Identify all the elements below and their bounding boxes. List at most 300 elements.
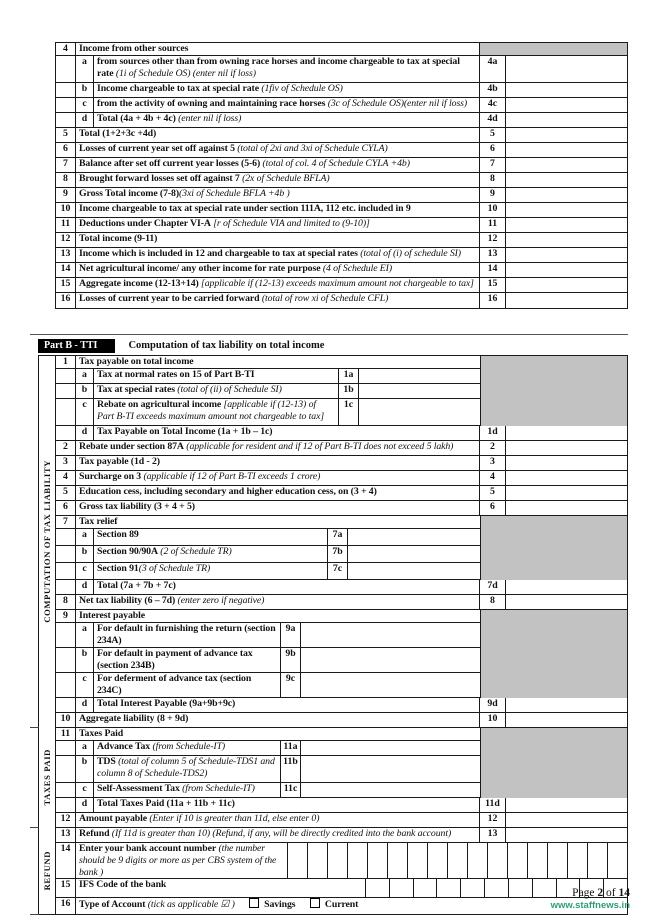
group-interest-payable <box>56 610 627 698</box>
digit-box[interactable] <box>487 843 507 879</box>
group-taxes-paid <box>56 728 627 798</box>
amount-field[interactable] <box>301 741 480 755</box>
row-description: Net agricultural income/ any other income for rate purpose (4 of Schedule EI) <box>76 263 480 277</box>
row-code: 1d <box>480 426 506 440</box>
row-code: 11b <box>281 756 301 782</box>
digit-box[interactable] <box>507 843 527 879</box>
amount-field[interactable] <box>506 233 627 247</box>
row-letter: c <box>76 783 94 797</box>
row-code: 12 <box>480 233 506 247</box>
row-letter: b <box>76 384 94 398</box>
row-number: 3 <box>56 456 76 470</box>
shaded-area <box>480 610 627 698</box>
row-number <box>56 56 76 82</box>
row-description: Section 90/90A (2 of Schedule TR) <box>94 546 328 562</box>
row-number <box>56 369 76 383</box>
row-code: 13 <box>480 828 506 842</box>
amount-field[interactable] <box>506 426 627 440</box>
table-row-1c <box>56 399 480 426</box>
row-code: 1c <box>339 399 359 425</box>
table-row-1a <box>56 369 480 384</box>
row-number: 10 <box>56 203 76 217</box>
amount-field[interactable] <box>506 158 627 172</box>
row-number: 8 <box>56 595 76 609</box>
row-description: Income chargeable to tax at special rate (1fiv of Schedule OS) <box>94 83 480 97</box>
table-row-11b <box>56 756 480 783</box>
table-row-13 <box>56 828 627 843</box>
row-description: Gross tax liability (3 + 4 + 5) <box>76 501 480 515</box>
row-code: 4 <box>480 471 506 485</box>
row-number <box>56 648 76 672</box>
amount-field[interactable] <box>506 798 627 812</box>
row-number <box>56 546 76 562</box>
row-number <box>56 426 76 440</box>
amount-field[interactable] <box>348 563 480 579</box>
row-number: 8 <box>56 173 76 187</box>
row-number: 15 <box>56 278 76 292</box>
amount-field[interactable] <box>301 756 480 782</box>
table-row-7 <box>56 158 627 173</box>
amount-field[interactable] <box>348 529 480 545</box>
digit-box[interactable] <box>587 843 607 879</box>
row-number <box>56 529 76 545</box>
row-letter: c <box>76 98 94 112</box>
digit-box[interactable] <box>607 843 627 879</box>
digit-box[interactable] <box>527 843 547 879</box>
amount-field[interactable] <box>506 278 627 292</box>
digit-box[interactable] <box>467 843 487 879</box>
row-description: Tax payable on total income <box>79 356 194 367</box>
amount-field[interactable] <box>506 828 627 842</box>
table-row-14 <box>56 843 627 880</box>
digit-box[interactable] <box>288 843 307 879</box>
table-row-10 <box>56 713 627 728</box>
watermark-site-link[interactable]: www.staffnews.in <box>550 900 630 912</box>
amount-field[interactable] <box>506 173 627 187</box>
row-description: Interest payable <box>79 610 145 621</box>
table-row-9d <box>56 698 627 713</box>
row-code: 1a <box>339 369 359 383</box>
shaded-area <box>480 356 627 426</box>
row-description: Taxes Paid <box>79 727 124 739</box>
row-number: 13 <box>56 828 76 842</box>
row-number: 4 <box>56 43 76 55</box>
part-b-ti-table <box>55 42 628 309</box>
row-letter: b <box>76 756 94 782</box>
amount-field[interactable] <box>506 813 627 827</box>
amount-field[interactable] <box>506 98 627 112</box>
digit-box[interactable] <box>413 879 437 897</box>
digit-box[interactable] <box>447 843 467 879</box>
digit-box[interactable] <box>508 879 532 897</box>
row-number: 9 <box>56 188 76 202</box>
row-number: 12 <box>56 233 76 247</box>
amount-field[interactable] <box>506 698 627 712</box>
vertical-label-refund: REFUND <box>39 828 56 915</box>
row-description: For deferment of advance tax (section 234C) <box>94 673 281 697</box>
row-description: Tax relief <box>79 516 118 527</box>
table-row-16 <box>56 293 627 308</box>
row-number <box>56 563 76 579</box>
row-description: Deductions under Chapter VI-A [r of Schedule VIA and limited to (9-10)] <box>76 218 480 232</box>
row-description: Self-Assessment Tax (from Schedule-IT) <box>94 783 281 797</box>
table-row-9c <box>56 673 480 698</box>
amount-field[interactable] <box>506 56 627 82</box>
row-description: Total Interest Payable (9a+9b+9c) <box>94 698 480 712</box>
amount-field[interactable] <box>506 263 627 277</box>
table-row-4 <box>56 43 627 56</box>
row-description: Tax Payable on Total Income (1a + 1b – 1c) <box>94 426 480 440</box>
row-description: Gross Total income (7-8)(3xi of Schedule BFLA +4b ) <box>76 188 480 202</box>
amount-field[interactable] <box>301 783 480 797</box>
table-row-13 <box>56 248 627 263</box>
table-row-14 <box>56 263 627 278</box>
amount-field[interactable] <box>506 143 627 157</box>
amount-field[interactable] <box>506 501 627 515</box>
row-code: 8 <box>480 173 506 187</box>
digit-box[interactable] <box>347 843 367 879</box>
row-code: 1b <box>339 384 359 398</box>
amount-field[interactable] <box>301 623 480 647</box>
row-description: Tax at normal rates on 15 of Part B-TI <box>94 369 339 383</box>
row-description: Losses of current year set off against 5 (total of 2xi and 3xi of Schedule CYLA) <box>76 143 480 157</box>
table-row-4a <box>56 56 627 83</box>
amount-field[interactable] <box>506 83 627 97</box>
row-number: 11 <box>56 218 76 232</box>
row-number <box>56 623 76 647</box>
table-row-7b <box>56 546 480 563</box>
table-row-7 <box>56 516 480 529</box>
table-row-6 <box>56 143 627 158</box>
section-taxes-paid <box>39 728 627 828</box>
row-code: 9 <box>480 188 506 202</box>
row-code: 7d <box>480 580 506 594</box>
table-row-6 <box>56 501 627 516</box>
digit-box[interactable] <box>389 879 413 897</box>
amount-field[interactable] <box>359 369 480 383</box>
row-description: Total (4a + 4b + 4c) (enter nil if loss) <box>94 113 480 127</box>
amount-field[interactable] <box>506 188 627 202</box>
digit-box[interactable] <box>567 843 587 879</box>
row-letter: b <box>76 83 94 97</box>
row-number: 1 <box>56 356 76 368</box>
row-description: Income from other sources <box>76 43 480 55</box>
table-row-16 <box>56 898 627 914</box>
section-separator-line <box>30 334 628 335</box>
row-number: 15 <box>56 879 76 897</box>
table-row-9a <box>56 623 480 648</box>
amount-field[interactable] <box>359 384 480 398</box>
row-code: 5 <box>480 486 506 500</box>
row-letter: d <box>76 580 94 594</box>
amount-field[interactable] <box>301 648 480 672</box>
page-number: Page 2 of 14 <box>572 887 630 899</box>
row-code: 9d <box>480 698 506 712</box>
row-code: 4b <box>480 83 506 97</box>
row-letter: a <box>76 56 94 82</box>
row-description: Aggregate liability (8 + 9d) <box>76 713 480 727</box>
row-description: Income chargeable to tax at special rate under section 111A, 112 etc. included in 9 <box>76 203 480 217</box>
table-row-7c <box>56 563 480 580</box>
table-row-11 <box>56 728 480 741</box>
amount-field[interactable] <box>301 673 480 697</box>
table-row-15 <box>56 278 627 293</box>
row-code: 12 <box>480 813 506 827</box>
row-code: 5 <box>480 128 506 142</box>
amount-field[interactable] <box>506 441 627 455</box>
row-description: Advance Tax (from Schedule-IT) <box>94 741 281 755</box>
table-row-9 <box>56 610 480 623</box>
amount-field[interactable] <box>506 218 627 232</box>
amount-field[interactable] <box>506 471 627 485</box>
row-letter: c <box>76 563 94 579</box>
row-code: 9b <box>281 648 301 672</box>
shaded-area <box>480 728 627 798</box>
row-code: 7a <box>328 529 348 545</box>
row-code: 11 <box>480 218 506 232</box>
row-number <box>56 399 76 425</box>
table-row-8 <box>56 595 627 610</box>
row-number: 16 <box>56 293 76 308</box>
table-row-1d <box>56 426 627 441</box>
row-code: 11c <box>281 783 301 797</box>
amount-field[interactable] <box>506 456 627 470</box>
table-row-7d <box>56 580 627 595</box>
row-letter: d <box>76 113 94 127</box>
row-letter: b <box>76 546 94 562</box>
row-number <box>56 798 76 812</box>
row-number <box>56 580 76 594</box>
amount-field[interactable] <box>506 113 627 127</box>
table-row-11d <box>56 798 627 813</box>
row-number: 7 <box>56 158 76 172</box>
table-row-4d <box>56 113 627 128</box>
row-description: Section 89 <box>94 529 328 545</box>
vertical-label-computation: COMPUTATION OF TAX LIABILITY <box>39 356 56 728</box>
row-number: 13 <box>56 248 76 262</box>
digit-box[interactable] <box>547 843 567 879</box>
row-description: Income which is included in 12 and chargeable to tax at special rates (total of (i) of schedule SI) <box>76 248 480 262</box>
row-code: 7c <box>328 563 348 579</box>
row-number <box>56 113 76 127</box>
table-row-9b <box>56 648 480 673</box>
current-checkbox[interactable] <box>310 898 320 908</box>
part-b-tti-tag: Part B - TTI <box>38 339 115 353</box>
page-footer <box>551 886 630 912</box>
row-code: 16 <box>480 293 506 308</box>
table-row-12 <box>56 813 627 828</box>
row-description: Amount payable (Enter if 10 is greater than 11d, else enter 0) <box>76 813 480 827</box>
row-number: 7 <box>56 516 76 528</box>
amount-field[interactable] <box>506 713 627 727</box>
amount-field[interactable] <box>506 203 627 217</box>
amount-field[interactable] <box>506 486 627 500</box>
digit-box[interactable] <box>484 879 508 897</box>
row-description: Balance after set off current year losses (5-6) (total of col. 4 of Schedule CYLA +4b) <box>76 158 480 172</box>
row-code: 13 <box>480 248 506 262</box>
table-row-15 <box>56 879 627 898</box>
row-description: Rebate under section 87A (applicable for resident and if 12 of Part B-TI does not exceed 5 lakh) <box>76 441 480 455</box>
row-letter: a <box>76 623 94 647</box>
row-description: Refund (If 11d is greater than 10) (Refund, if any, will be directly credited into the bank account) <box>76 828 480 842</box>
table-row-3 <box>56 456 627 471</box>
table-row-4 <box>56 471 627 486</box>
row-description: Surcharge on 3 (applicable if 12 of Part B-TI exceeds 1 crore) <box>76 471 480 485</box>
row-number <box>56 756 76 782</box>
row-number: 6 <box>56 501 76 515</box>
row-letter: a <box>76 741 94 755</box>
row-number: 6 <box>56 143 76 157</box>
row-code: 11d <box>480 798 506 812</box>
row-code: 3 <box>480 456 506 470</box>
digit-box[interactable] <box>366 879 389 897</box>
table-row-5 <box>56 486 627 501</box>
table-row-12 <box>56 233 627 248</box>
row-description: Type of Account (tick as applicable ☑ ) Savings Current <box>79 899 359 911</box>
amount-field[interactable] <box>506 580 627 594</box>
row-code: 11a <box>281 741 301 755</box>
amount-field[interactable] <box>506 248 627 262</box>
row-code: 2 <box>480 441 506 455</box>
row-code: 6 <box>480 143 506 157</box>
row-description: TDS (total of column 5 of Schedule-TDS1 and column 8 of Schedule-TDS2) <box>94 756 281 782</box>
row-number: 5 <box>56 128 76 142</box>
table-row-9 <box>56 188 627 203</box>
amount-field[interactable] <box>359 399 480 425</box>
row-letter: a <box>76 369 94 383</box>
row-description: Section 91(3 of Schedule TR) <box>94 563 328 579</box>
row-code: 9a <box>281 623 301 647</box>
digit-box[interactable] <box>436 879 460 897</box>
section-computation-of-tax-liability <box>39 356 627 728</box>
table-row-2 <box>56 441 627 456</box>
row-code: 4c <box>480 98 506 112</box>
row-description: Education cess, including secondary and higher education cess, on (3 + 4) <box>76 486 480 500</box>
row-description: Aggregate income (12-13+14) [applicable if (12-13) exceeds maximum amount not chargeable to tax] <box>76 278 480 292</box>
shaded-area <box>480 516 627 580</box>
row-number: 14 <box>56 263 76 277</box>
row-description: Enter your bank account number (the number should be 9 digits or more as per CBS system of the bank ) <box>76 843 288 879</box>
table-row-4c <box>56 98 627 113</box>
row-number: 2 <box>56 441 76 455</box>
group-tax-payable <box>56 356 627 426</box>
part-b-tti-header <box>38 339 324 353</box>
row-number <box>56 83 76 97</box>
bank-account-number-boxes[interactable] <box>288 843 627 879</box>
digit-box[interactable] <box>387 843 407 879</box>
row-number: 14 <box>56 843 76 879</box>
digit-box[interactable] <box>327 843 347 879</box>
amount-field[interactable] <box>348 546 480 562</box>
row-code: 4a <box>480 56 506 82</box>
shaded-cell <box>480 43 627 55</box>
row-code: 14 <box>480 263 506 277</box>
row-description: Tax at special rates (total of (ii) of Schedule SI) <box>94 384 339 398</box>
amount-field[interactable] <box>506 128 627 142</box>
row-number: 9 <box>56 610 76 622</box>
part-b-tti-table <box>38 355 628 915</box>
row-code: 4d <box>480 113 506 127</box>
row-number <box>56 98 76 112</box>
row-code: 6 <box>480 501 506 515</box>
table-row-8 <box>56 173 627 188</box>
row-description: Total (1+2+3c +4d) <box>76 128 480 142</box>
part-b-tti-title: Computation of tax liability on total income <box>128 339 325 351</box>
table-row-4b <box>56 83 627 98</box>
table-row-10 <box>56 203 627 218</box>
table-row-11c <box>56 783 480 798</box>
row-letter: b <box>76 648 94 672</box>
row-description: from sources other than from owning race horses and income chargeable to tax at special rate (1i of Schedule OS) (enter nil if loss) <box>94 56 480 82</box>
row-description: Rebate on agricultural income [applicable if (12-13) of Part B-TI exceeds maximum amount not chargeable to tax] <box>94 399 339 425</box>
row-code: 10 <box>480 203 506 217</box>
row-number <box>56 783 76 797</box>
row-description: Net tax liability (6 – 7d) (enter zero if negative) <box>76 595 480 609</box>
table-row-11 <box>56 218 627 233</box>
table-row-1 <box>56 356 480 369</box>
row-code: 7 <box>480 158 506 172</box>
row-letter: c <box>76 399 94 425</box>
row-description: Tax payable (1d - 2) <box>76 456 480 470</box>
row-letter: d <box>76 698 94 712</box>
table-row-1b <box>56 384 480 399</box>
row-description: For default in payment of advance tax (section 234B) <box>94 648 281 672</box>
row-letter: a <box>76 529 94 545</box>
table-row-7a <box>56 529 480 546</box>
row-number <box>56 384 76 398</box>
section-refund <box>39 828 627 915</box>
row-number <box>56 698 76 712</box>
row-number: 11 <box>56 728 76 740</box>
row-letter: d <box>76 798 94 812</box>
row-number: 5 <box>56 486 76 500</box>
amount-field[interactable] <box>506 293 627 308</box>
row-code: 9c <box>281 673 301 697</box>
row-description: Total income (9-11) <box>76 233 480 247</box>
row-description: from the activity of owning and maintaining race horses (3c of Schedule OS)(enter nil if loss) <box>94 98 480 112</box>
row-number: 16 <box>56 898 76 914</box>
row-description: Total Taxes Paid (11a + 11b + 11c) <box>94 798 480 812</box>
row-description: For default in furnishing the return (section 234A) <box>94 623 281 647</box>
table-row-5 <box>56 128 627 143</box>
row-number: 4 <box>56 471 76 485</box>
row-letter: d <box>76 426 94 440</box>
digit-box[interactable] <box>460 879 484 897</box>
digit-box[interactable] <box>307 843 327 879</box>
row-description: Brought forward losses set off against 7 (2x of Schedule BFLA) <box>76 173 480 187</box>
vertical-label-taxes-paid: TAXES PAID <box>39 728 56 828</box>
table-row-11a <box>56 741 480 756</box>
row-number <box>56 673 76 697</box>
group-tax-relief <box>56 516 627 580</box>
row-code: 15 <box>480 278 506 292</box>
row-letter: c <box>76 673 94 697</box>
row-number: 12 <box>56 813 76 827</box>
row-code: 8 <box>480 595 506 609</box>
amount-field[interactable] <box>506 595 627 609</box>
row-description: Losses of current year to be carried forward (total of row xi of Schedule CFL) <box>76 293 480 308</box>
row-number <box>56 741 76 755</box>
digit-box[interactable] <box>407 843 427 879</box>
row-description: IFS Code of the bank <box>76 879 366 897</box>
savings-checkbox[interactable] <box>249 898 259 908</box>
digit-box[interactable] <box>367 843 387 879</box>
row-code: 7b <box>328 546 348 562</box>
digit-box[interactable] <box>427 843 447 879</box>
row-number: 10 <box>56 713 76 727</box>
row-description: Total (7a + 7b + 7c) <box>94 580 480 594</box>
row-code: 10 <box>480 713 506 727</box>
